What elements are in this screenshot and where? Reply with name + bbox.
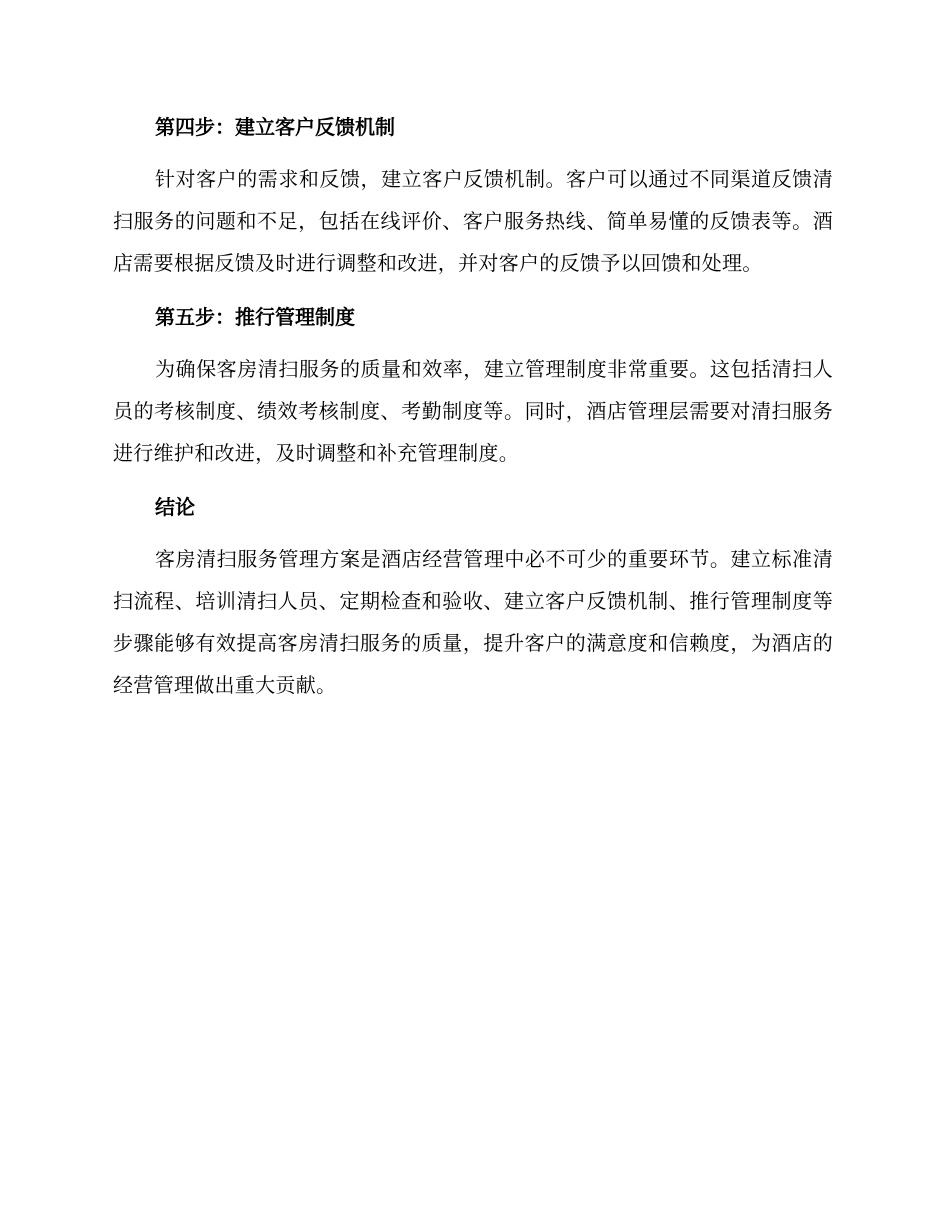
section-body-conclusion: 客房清扫服务管理方案是酒店经营管理中必不可少的重要环节。建立标准清扫流程、培训清扫人员、定期检查和验收、建立客户反馈机制、推行管理制度等步骤能够有效提高客房清扫服务的质量，提升客户的满意度和信赖度，为酒店的经营管理做出重大贡献。 bbox=[113, 547, 833, 697]
section-body-step-five: 为确保客房清扫服务的质量和效率，建立管理制度非常重要。这包括清扫人员的考核制度、绩效考核制度、考勤制度等。同时，酒店管理层需要对清扫服务进行维护和改进，及时调整和补充管理制度。 bbox=[113, 357, 833, 465]
section-heading-conclusion: 结论 bbox=[155, 495, 195, 519]
section-heading-step-five: 第五步：推行管理制度 bbox=[155, 305, 355, 329]
section-body-step-four: 针对客户的需求和反馈，建立客户反馈机制。客户可以通过不同渠道反馈清扫服务的问题和不足，包括在线评价、客户服务热线、简单易懂的反馈表等。酒店需要根据反馈及时进行调整和改进，并对客户的反馈予以回馈和处理。 bbox=[113, 167, 833, 275]
document-content bbox=[113, 108, 833, 720]
section-heading-step-four: 第四步：建立客户反馈机制 bbox=[155, 115, 395, 139]
